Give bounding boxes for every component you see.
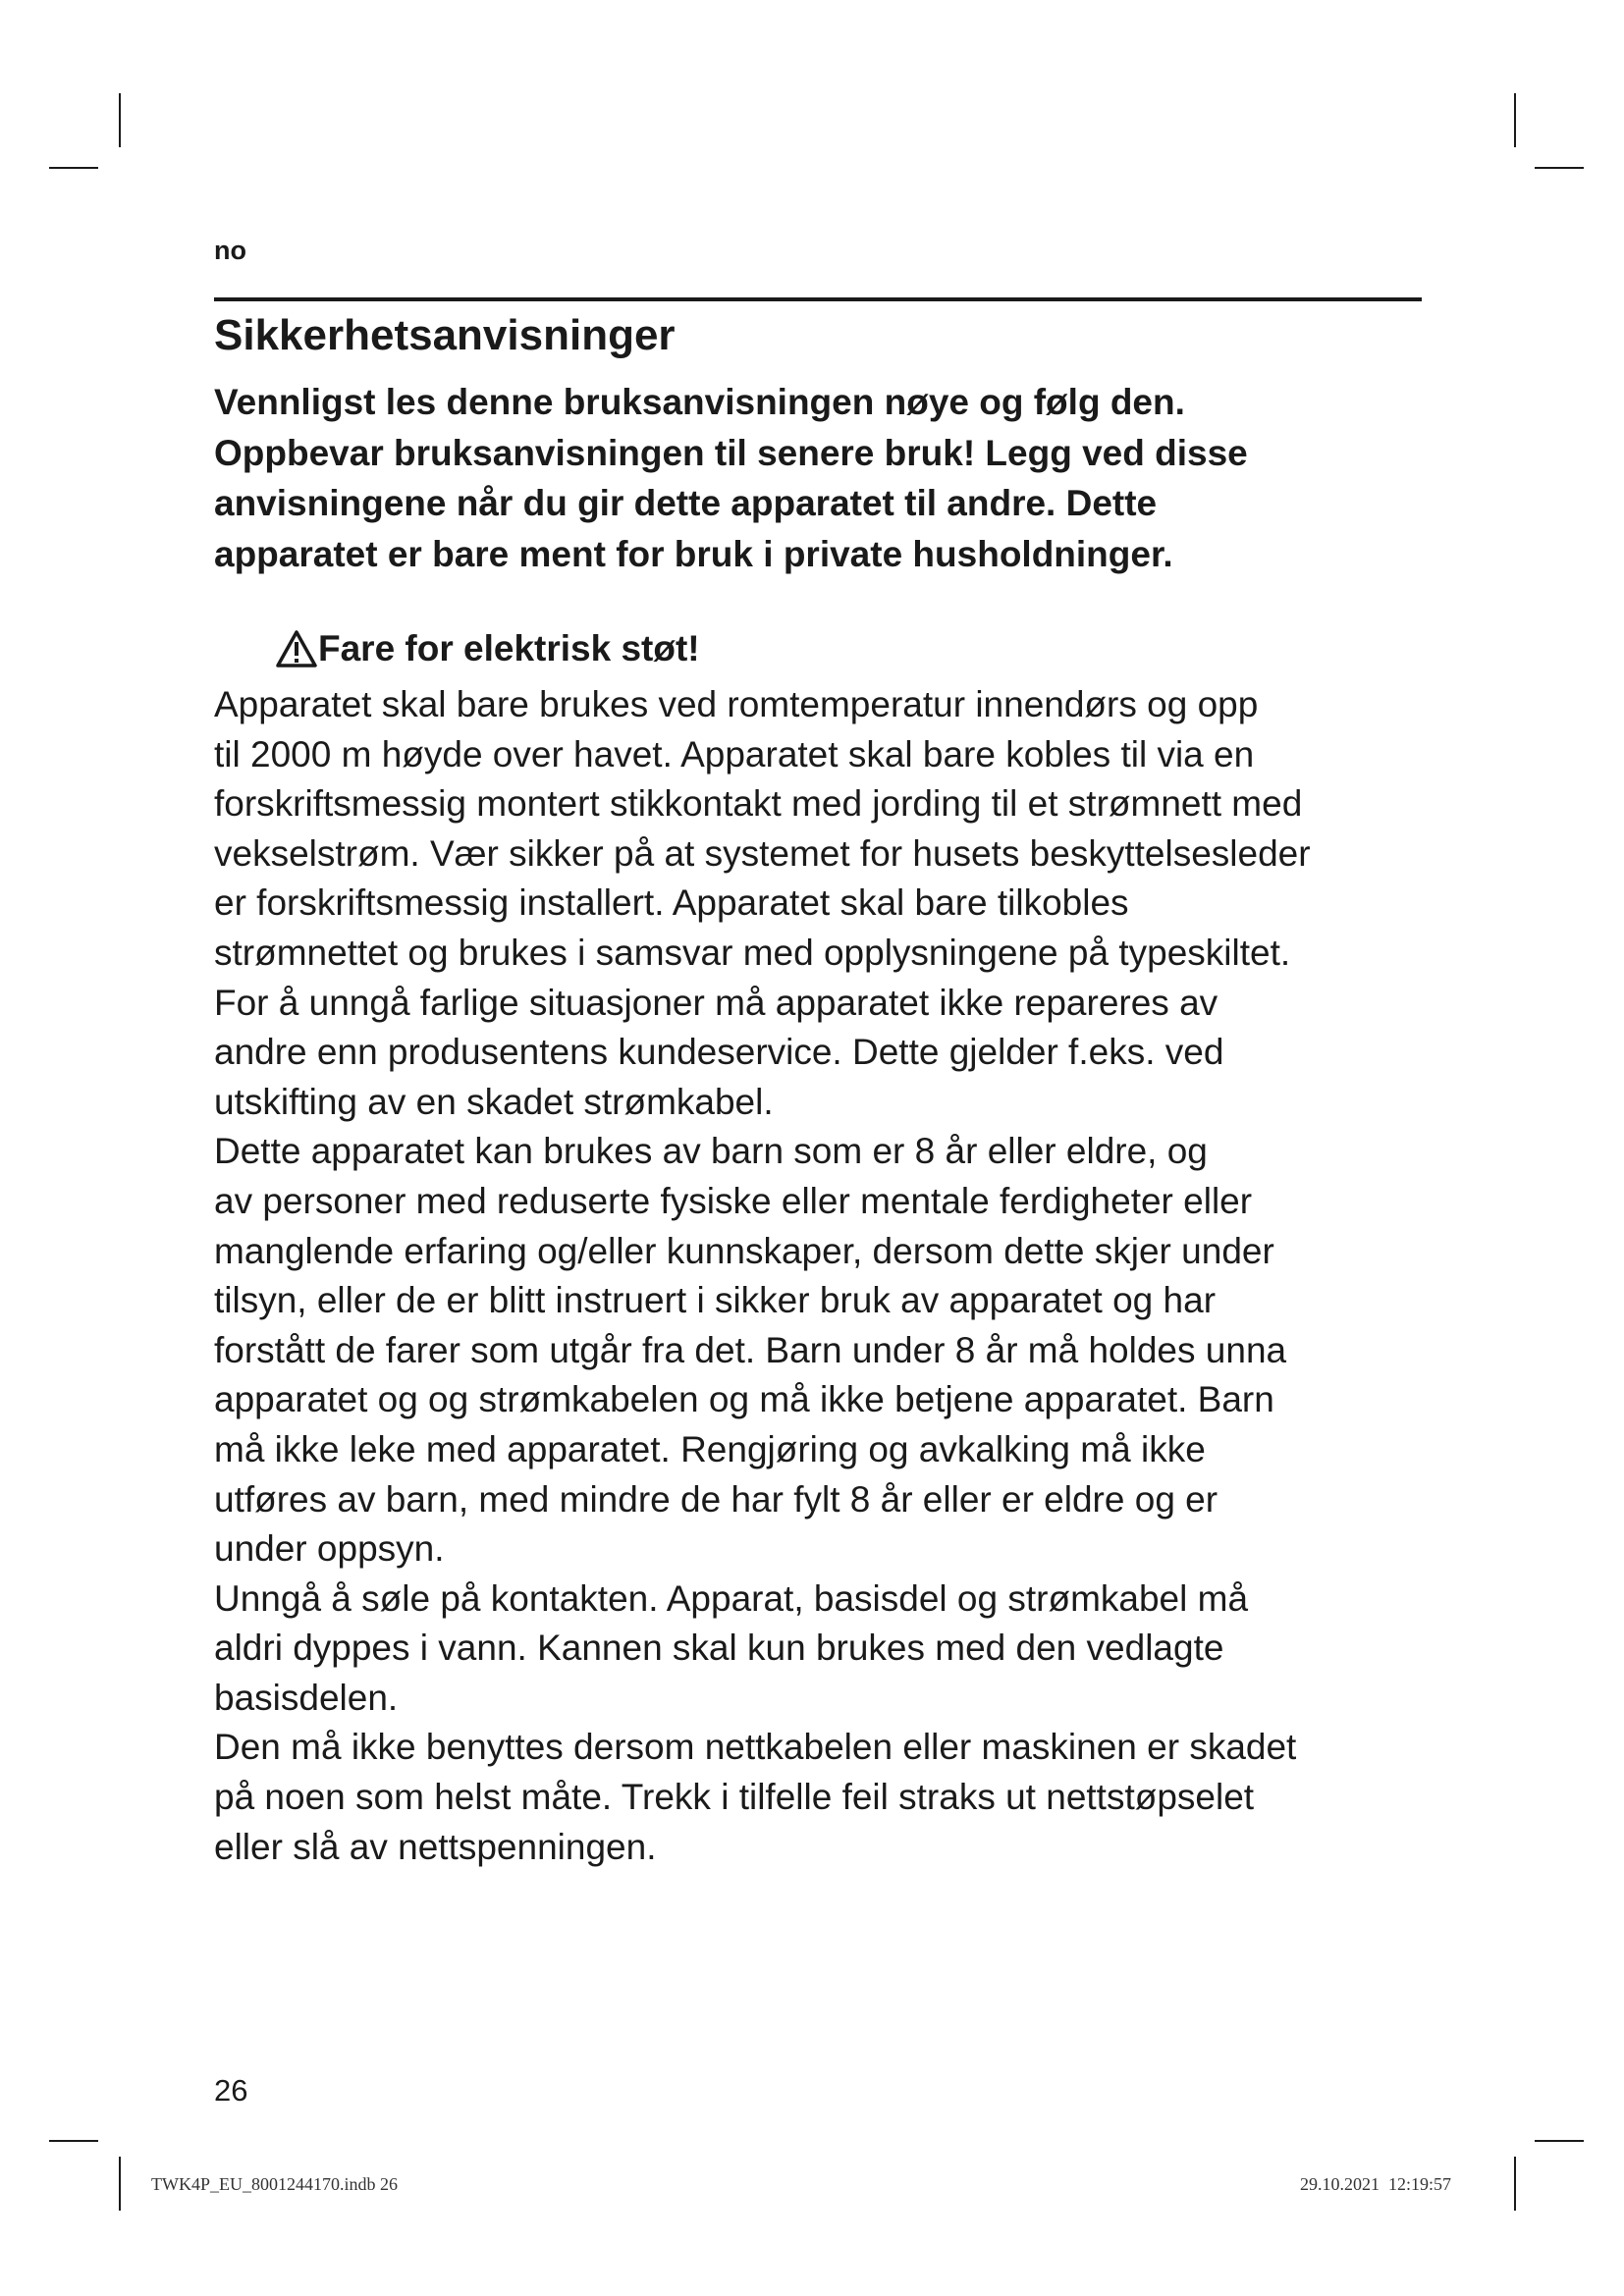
print-time: 12:19:57 [1388, 2174, 1452, 2194]
text-line: er forskriftsmessig installert. Apparatet skal bare tilkobles [214, 882, 1129, 924]
text-line: aldri dyppes i vann. Kannen skal kun brukes med den vedlagte [214, 1628, 1224, 1669]
text-line: til 2000 m høyde over havet. Apparatet skal bare kobles til via en [214, 733, 1255, 774]
intro-notice [214, 377, 1441, 579]
text-line: basisdelen. [214, 1677, 399, 1718]
text-line: strømnettet og brukes i samsvar med opplysningene på typeskiltet. [214, 932, 1291, 973]
warning-heading [275, 624, 700, 673]
crop-mark-top-left-horizontal [49, 167, 98, 169]
crop-mark-top-right-horizontal [1535, 167, 1584, 169]
text-line: Den må ikke benyttes dersom nettkabelen eller maskinen er skadet [214, 1727, 1297, 1768]
text-line: av personer med reduserte fysiske eller mentale ferdigheter eller [214, 1180, 1253, 1221]
language-code: no [214, 236, 246, 265]
warning-triangle-icon [275, 629, 318, 668]
intro-line: anvisningene når du gir dette apparatet til andre. Dette [214, 483, 1158, 523]
crop-mark-bottom-left-horizontal [49, 2140, 98, 2142]
text-line: under oppsyn. [214, 1528, 445, 1570]
page-title: Sikkerhetsanvisninger [214, 311, 676, 359]
text-line: Apparatet skal bare brukes ved romtemperatur innendørs og opp [214, 684, 1259, 724]
text-line: utskifting av en skadet strømkabel. [214, 1081, 774, 1122]
intro-line: Oppbevar bruksanvisningen til senere bruk! Legg ved disse [214, 432, 1248, 473]
crop-mark-bottom-right-horizontal [1535, 2140, 1584, 2142]
text-line: forskriftsmessig montert stikkontakt med jording til et strømnett med [214, 783, 1303, 825]
intro-line: apparatet er bare ment for bruk i private husholdninger. [214, 533, 1173, 574]
print-date: 29.10.2021 [1300, 2174, 1380, 2194]
text-line: vekselstrøm. Vær sikker på at systemet for husets beskyttelsesleder [214, 832, 1311, 874]
paragraph-damage-safety [214, 1723, 1441, 1872]
text-line: For å unngå farlige situasjoner må apparatet ikke repareres av [214, 982, 1218, 1023]
intro-line: Vennligst les denne bruksanvisningen nøye og følg den. [214, 382, 1185, 422]
text-line: Dette apparatet kan brukes av barn som er 8 år eller eldre, og [214, 1131, 1208, 1172]
print-timestamp [1300, 2174, 1451, 2194]
text-line: apparatet og og strømkabelen og må ikke betjene apparatet. Barn [214, 1379, 1274, 1420]
crop-mark-top-right-vertical [1514, 93, 1516, 147]
warning-heading-text: Fare for elektrisk støt! [318, 628, 700, 668]
page-number: 26 [214, 2073, 248, 2108]
crop-mark-bottom-right-vertical [1514, 2157, 1516, 2211]
text-line: utføres av barn, med mindre de har fylt 8 år eller er eldre og er [214, 1478, 1218, 1520]
text-line: andre enn produsentens kundeservice. Dette gjelder f.eks. ved [214, 1032, 1224, 1073]
heading-rule [214, 297, 1422, 301]
crop-mark-top-left-vertical [119, 93, 121, 147]
text-line: Unngå å søle på kontakten. Apparat, basisdel og strømkabel må [214, 1577, 1249, 1619]
paragraph-children-safety [214, 1127, 1441, 1574]
text-line: må ikke leke med apparatet. Rengjøring og avkalking må ikke [214, 1428, 1206, 1469]
text-line: forstått de farer som utgår fra det. Barn under 8 år må holdes unna [214, 1329, 1287, 1370]
crop-mark-bottom-left-vertical [119, 2157, 121, 2211]
paragraph-electrical-safety [214, 680, 1441, 1127]
text-line: manglende erfaring og/eller kunnskaper, dersom dette skjer under [214, 1230, 1274, 1271]
text-line: eller slå av nettspenningen. [214, 1826, 657, 1867]
safety-body-text [214, 680, 1441, 1872]
paragraph-water-safety [214, 1575, 1441, 1724]
text-line: på noen som helst måte. Trekk i tilfelle feil straks ut nettstøpselet [214, 1777, 1255, 1818]
text-line: tilsyn, eller de er blitt instruert i sikker bruk av apparatet og har [214, 1280, 1217, 1321]
print-file-info: TWK4P_EU_8001244170.indb 26 [151, 2174, 398, 2194]
